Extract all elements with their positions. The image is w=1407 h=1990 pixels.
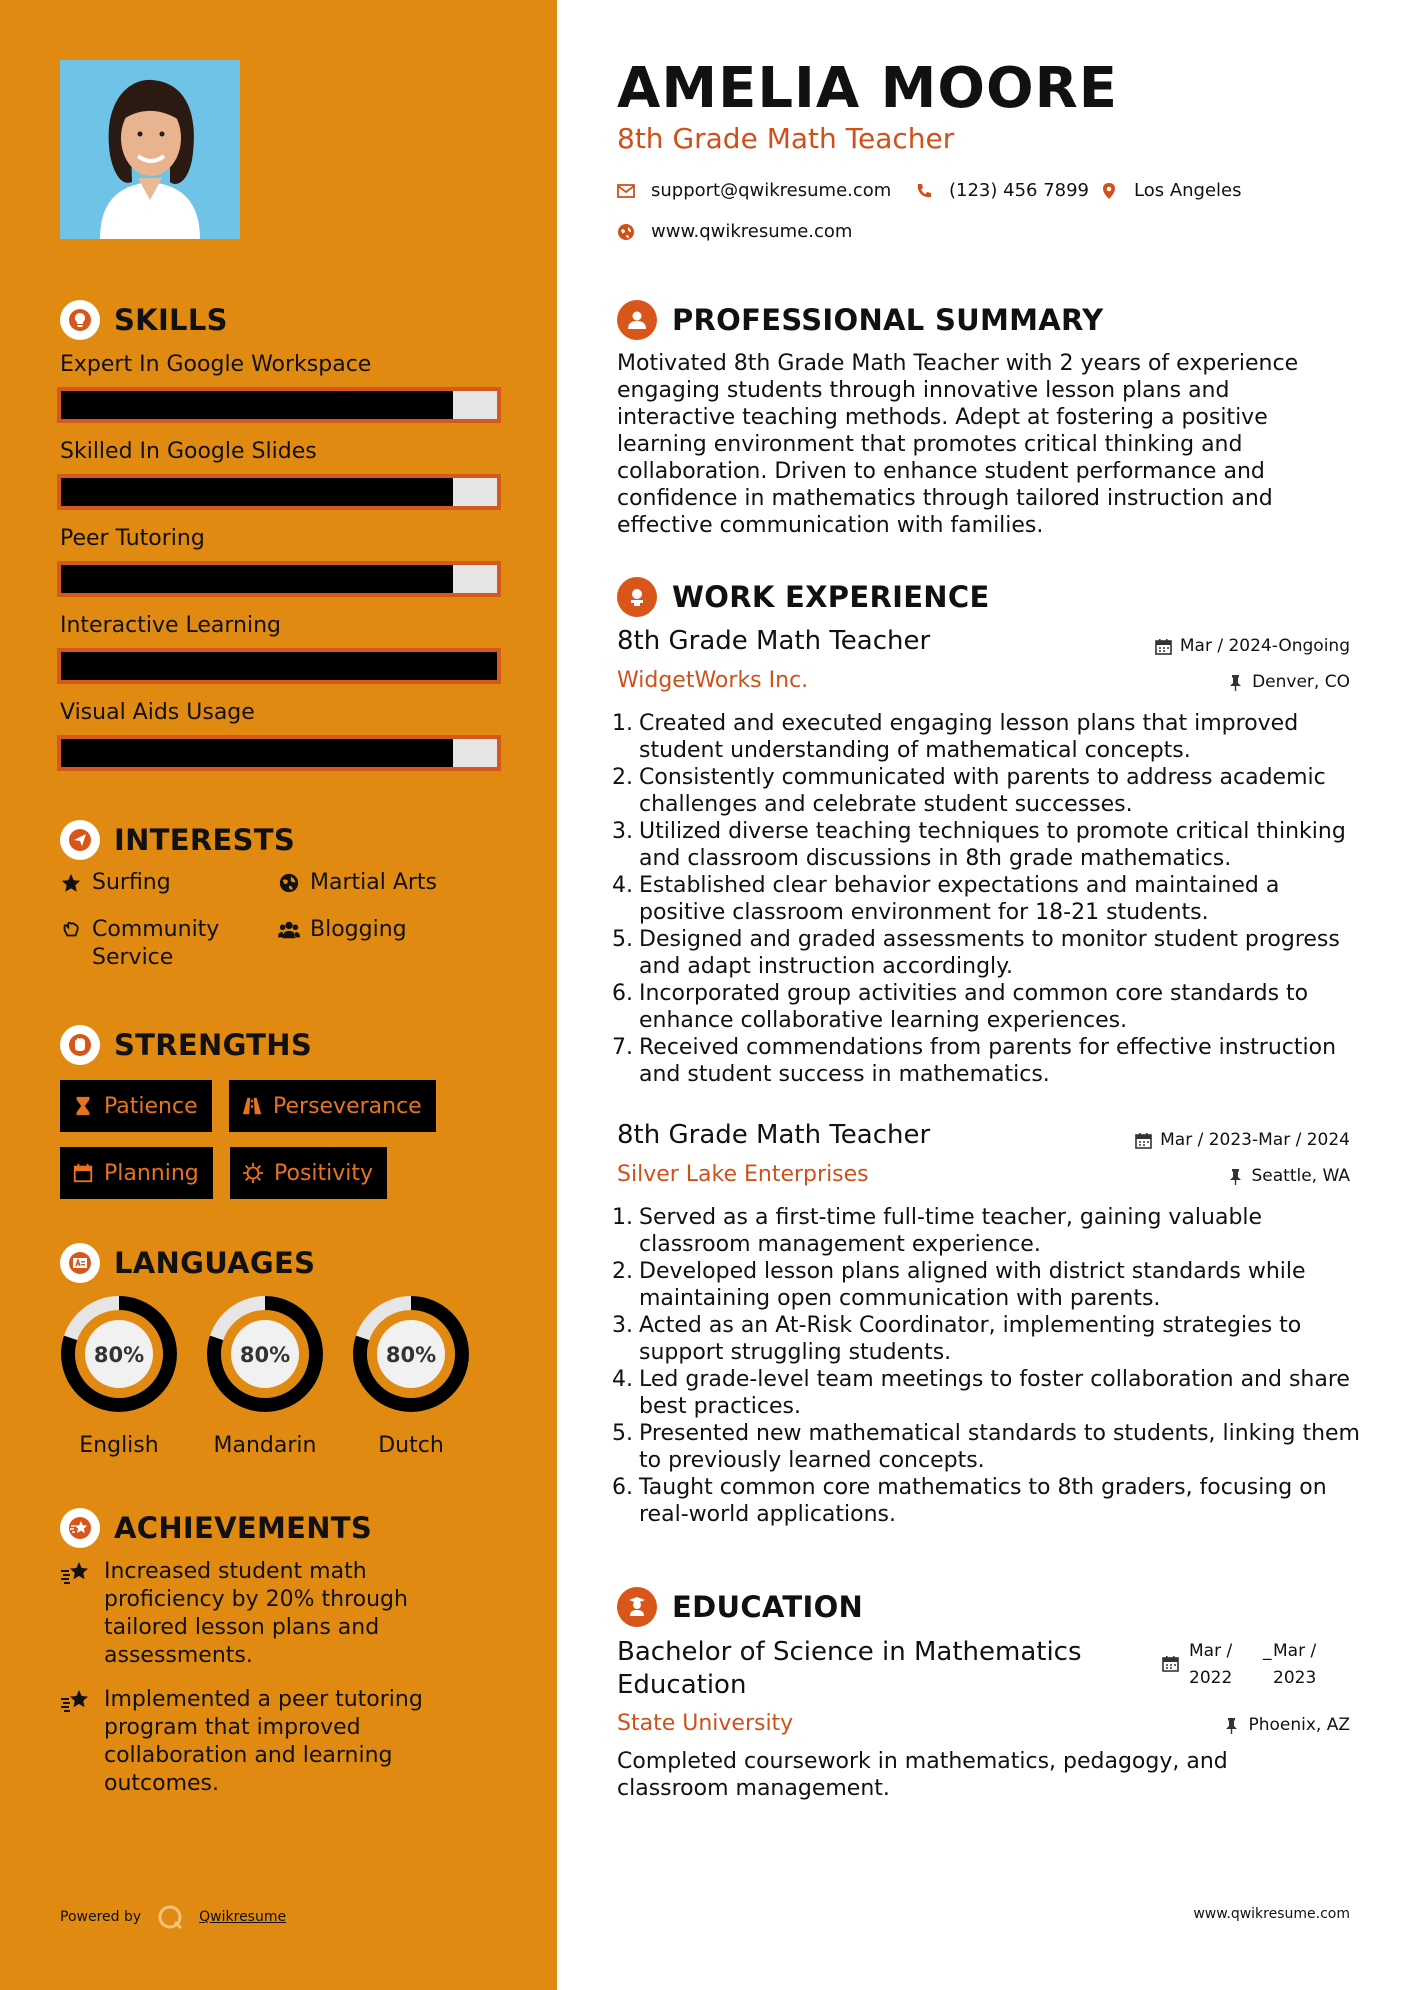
sidebar — [0, 0, 557, 1990]
location-text: Los Angeles — [1134, 180, 1242, 201]
skill-bar — [57, 735, 501, 771]
footer-url[interactable]: www.qwikresume.com — [1193, 1906, 1350, 1922]
job-location-text: Denver, CO — [1252, 672, 1350, 692]
strength-badge — [60, 1080, 212, 1132]
job-role: 8th Grade Math Teacher — [617, 626, 931, 656]
languages-title: LANGUAGES — [114, 1246, 316, 1280]
skill-label: Visual Aids Usage — [60, 700, 255, 725]
envelope-icon — [617, 182, 635, 200]
skill-label: Interactive Learning — [60, 613, 282, 638]
calendar-icon — [1155, 638, 1172, 655]
interest-item — [60, 916, 250, 972]
skill-bar-fill — [61, 652, 497, 680]
star-icon — [60, 872, 82, 894]
education-school: State University — [617, 1711, 794, 1736]
interests-title: INTERESTS — [114, 823, 296, 857]
date-separator: _ — [1263, 1641, 1272, 1661]
summary-text: Motivated 8th Grade Math Teacher with 2 years of experience engaging students through innovative lesson plans and interactive teaching methods. Adept at fostering a positive learning environment that promotes critical thinking and collaboration. Driven to enhance student performance and confidence in mathematics through tailored instruction and effective communication with families. — [617, 351, 1299, 538]
website-text: www.qwikresume.com — [651, 221, 853, 242]
phone-text: (123) 456 7899 — [949, 180, 1090, 201]
achievements-heading — [60, 1506, 372, 1550]
interest-label: Surfing — [92, 870, 171, 895]
interest-label: Community Service — [92, 917, 220, 970]
main-content — [557, 0, 1407, 1990]
list-item: 6. Incorporated group activities and common core standards to enhance collaborative learning experiences. — [612, 981, 1309, 1033]
job-dates-text: Mar / 2023-Mar / 2024 — [1160, 1130, 1350, 1150]
globe-icon — [278, 872, 300, 894]
map-pin-icon — [1100, 182, 1118, 200]
strengths-heading — [60, 1023, 312, 1067]
pushpin-icon — [1227, 1168, 1244, 1185]
job-company: WidgetWorks Inc. — [617, 668, 809, 693]
list-item: 4. Led grade-level team meetings to foster collaboration and share best practices. — [612, 1367, 1350, 1419]
job-role: 8th Grade Math Teacher — [617, 1120, 931, 1150]
list-item: 3. Acted as an At-Risk Coordinator, implementing strategies to support struggling students. — [612, 1313, 1302, 1365]
graduate-icon — [617, 1587, 657, 1627]
list-item: 6. Taught common core mathematics to 8th graders, focusing on real-world applications. — [612, 1475, 1327, 1527]
fist-icon — [60, 1025, 100, 1065]
achievement-item — [60, 1686, 460, 1798]
interest-item — [60, 869, 171, 897]
education-title: EDUCATION — [672, 1590, 864, 1624]
list-item: 1. Served as a first-time full-time teacher, gaining valuable classroom management experience. — [612, 1205, 1263, 1257]
education-start-date: Mar / 2022 — [1189, 1641, 1233, 1688]
interest-item — [278, 916, 407, 944]
skill-bar — [57, 387, 501, 423]
hand-icon — [60, 919, 82, 941]
skill-bar-fill — [61, 739, 453, 767]
skill-label: Expert In Google Workspace — [60, 352, 372, 377]
powered-by-label: Powered by — [60, 1909, 142, 1925]
language-item — [204, 1293, 326, 1458]
education-location — [1223, 1715, 1350, 1735]
strength-label: Positivity — [274, 1160, 374, 1186]
candidate-title: 8th Grade Math Teacher — [617, 122, 955, 155]
achievements-title: ACHIEVEMENTS — [114, 1511, 373, 1545]
education-location-text: Phoenix, AZ — [1248, 1715, 1350, 1735]
profile-photo — [60, 60, 240, 239]
summary-title: PROFESSIONAL SUMMARY — [672, 303, 1104, 337]
candidate-name: AMELIA MOORE — [617, 56, 1118, 121]
job-bullets — [609, 710, 1369, 1088]
language-item — [350, 1293, 472, 1458]
skills-title: SKILLS — [114, 303, 228, 337]
job-dates — [1155, 636, 1350, 656]
language-ring — [204, 1293, 326, 1415]
users-icon — [278, 919, 300, 941]
pushpin-icon — [1223, 1717, 1240, 1734]
pushpin-icon — [1227, 674, 1244, 691]
skill-bar — [57, 561, 501, 597]
strength-label: Patience — [104, 1093, 198, 1119]
strength-label: Perseverance — [273, 1093, 422, 1119]
powered-by — [60, 1904, 286, 1930]
language-percent: 80% — [93, 1343, 145, 1367]
email-text: support@qwikresume.com — [651, 180, 892, 201]
contact-phone[interactable] — [915, 180, 1089, 201]
strength-badge — [230, 1147, 387, 1199]
contact-location — [1100, 180, 1242, 201]
strength-badge — [60, 1147, 213, 1199]
list-item: 3. Utilized diverse teaching techniques to promote critical thinking and classroom discussions in 8th grade mathematics. — [612, 819, 1346, 871]
skill-label: Skilled In Google Slides — [60, 439, 317, 464]
interest-label: Martial Arts — [310, 870, 438, 895]
summary-heading — [617, 298, 1103, 342]
contact-website[interactable] — [617, 221, 852, 242]
briefcase-icon — [617, 577, 657, 617]
skills-heading — [60, 298, 228, 342]
calendar-icon — [72, 1162, 94, 1184]
interest-label: Blogging — [310, 917, 407, 942]
language-percent: 80% — [239, 1343, 291, 1367]
language-name: English — [79, 1433, 159, 1458]
shooting-star-icon — [60, 1560, 92, 1588]
skill-bar — [57, 648, 501, 684]
language-name: Mandarin — [213, 1433, 317, 1458]
qwikresume-logo-icon — [157, 1904, 183, 1930]
interests-heading — [60, 818, 295, 862]
shooting-star-icon — [60, 1688, 92, 1716]
strength-badge — [229, 1080, 436, 1132]
language-ring — [350, 1293, 472, 1415]
qwikresume-link[interactable]: Qwikresume — [199, 1909, 287, 1925]
job-bullets — [609, 1204, 1369, 1528]
interest-item — [278, 869, 437, 897]
education-heading — [617, 1585, 863, 1629]
lightbulb-icon — [60, 300, 100, 340]
job-company: Silver Lake Enterprises — [617, 1162, 869, 1187]
achievement-star-icon — [60, 1508, 100, 1548]
user-icon — [617, 300, 657, 340]
achievement-text: Implemented a peer tutoring program that improved collaboration and learning outcomes. — [104, 1687, 423, 1796]
skill-bar — [57, 474, 501, 510]
language-name: Dutch — [378, 1433, 444, 1458]
list-item: 2. Developed lesson plans aligned with district standards while maintaining open communication with parents. — [612, 1259, 1306, 1311]
languages-heading — [60, 1241, 315, 1285]
job-dates — [1135, 1130, 1350, 1150]
skill-bar-fill — [61, 478, 453, 506]
sun-icon — [242, 1162, 264, 1184]
list-item: 5. Presented new mathematical standards to students, linking them to previously learned concepts. — [612, 1421, 1360, 1473]
phone-icon — [915, 182, 933, 200]
skill-bar-fill — [61, 565, 453, 593]
hourglass-icon — [72, 1095, 94, 1117]
strengths-title: STRENGTHS — [114, 1028, 313, 1062]
experience-heading — [617, 575, 990, 619]
list-item: 7. Received commendations from parents for effective instruction and student success in mathematics. — [612, 1035, 1337, 1087]
list-item: 2. Consistently communicated with parents to address academic challenges and celebrate student successes. — [612, 765, 1326, 817]
road-icon — [241, 1095, 263, 1117]
list-item: 1. Created and executed engaging lesson plans that improved student understanding of mathematical concepts. — [612, 711, 1299, 763]
list-item: 4. Established clear behavior expectations and maintained a positive classroom environment for 18-21 students. — [612, 873, 1280, 925]
achievement-item — [60, 1558, 460, 1670]
skill-bar-fill — [61, 391, 453, 419]
calendar-icon — [1135, 1132, 1152, 1149]
job-location — [1227, 672, 1350, 692]
language-item — [58, 1293, 180, 1458]
calendar-icon — [1162, 1655, 1179, 1672]
globe-icon — [617, 223, 635, 241]
job-location — [1227, 1166, 1351, 1186]
achievement-text: Increased student math proficiency by 20% through tailored lesson plans and assessments. — [104, 1559, 408, 1668]
language-ring — [58, 1293, 180, 1415]
education-end-date: Mar / 2023 — [1273, 1641, 1317, 1688]
contact-email[interactable] — [617, 180, 891, 201]
language-percent: 80% — [385, 1343, 437, 1367]
language-icon — [60, 1243, 100, 1283]
education-degree: Bachelor of Science in Mathematics Education — [617, 1637, 1082, 1700]
paper-plane-icon — [60, 820, 100, 860]
list-item: 5. Designed and graded assessments to monitor student progress and adapt instruction accordingly. — [612, 927, 1340, 979]
job-dates-text: Mar / 2024-Ongoing — [1179, 636, 1350, 656]
strength-label: Planning — [104, 1160, 199, 1186]
experience-title: WORK EXPERIENCE — [672, 580, 990, 614]
education-description: Completed coursework in mathematics, pedagogy, and classroom management. — [617, 1749, 1228, 1801]
job-location-text: Seattle, WA — [1251, 1166, 1350, 1186]
skill-label: Peer Tutoring — [60, 526, 205, 551]
